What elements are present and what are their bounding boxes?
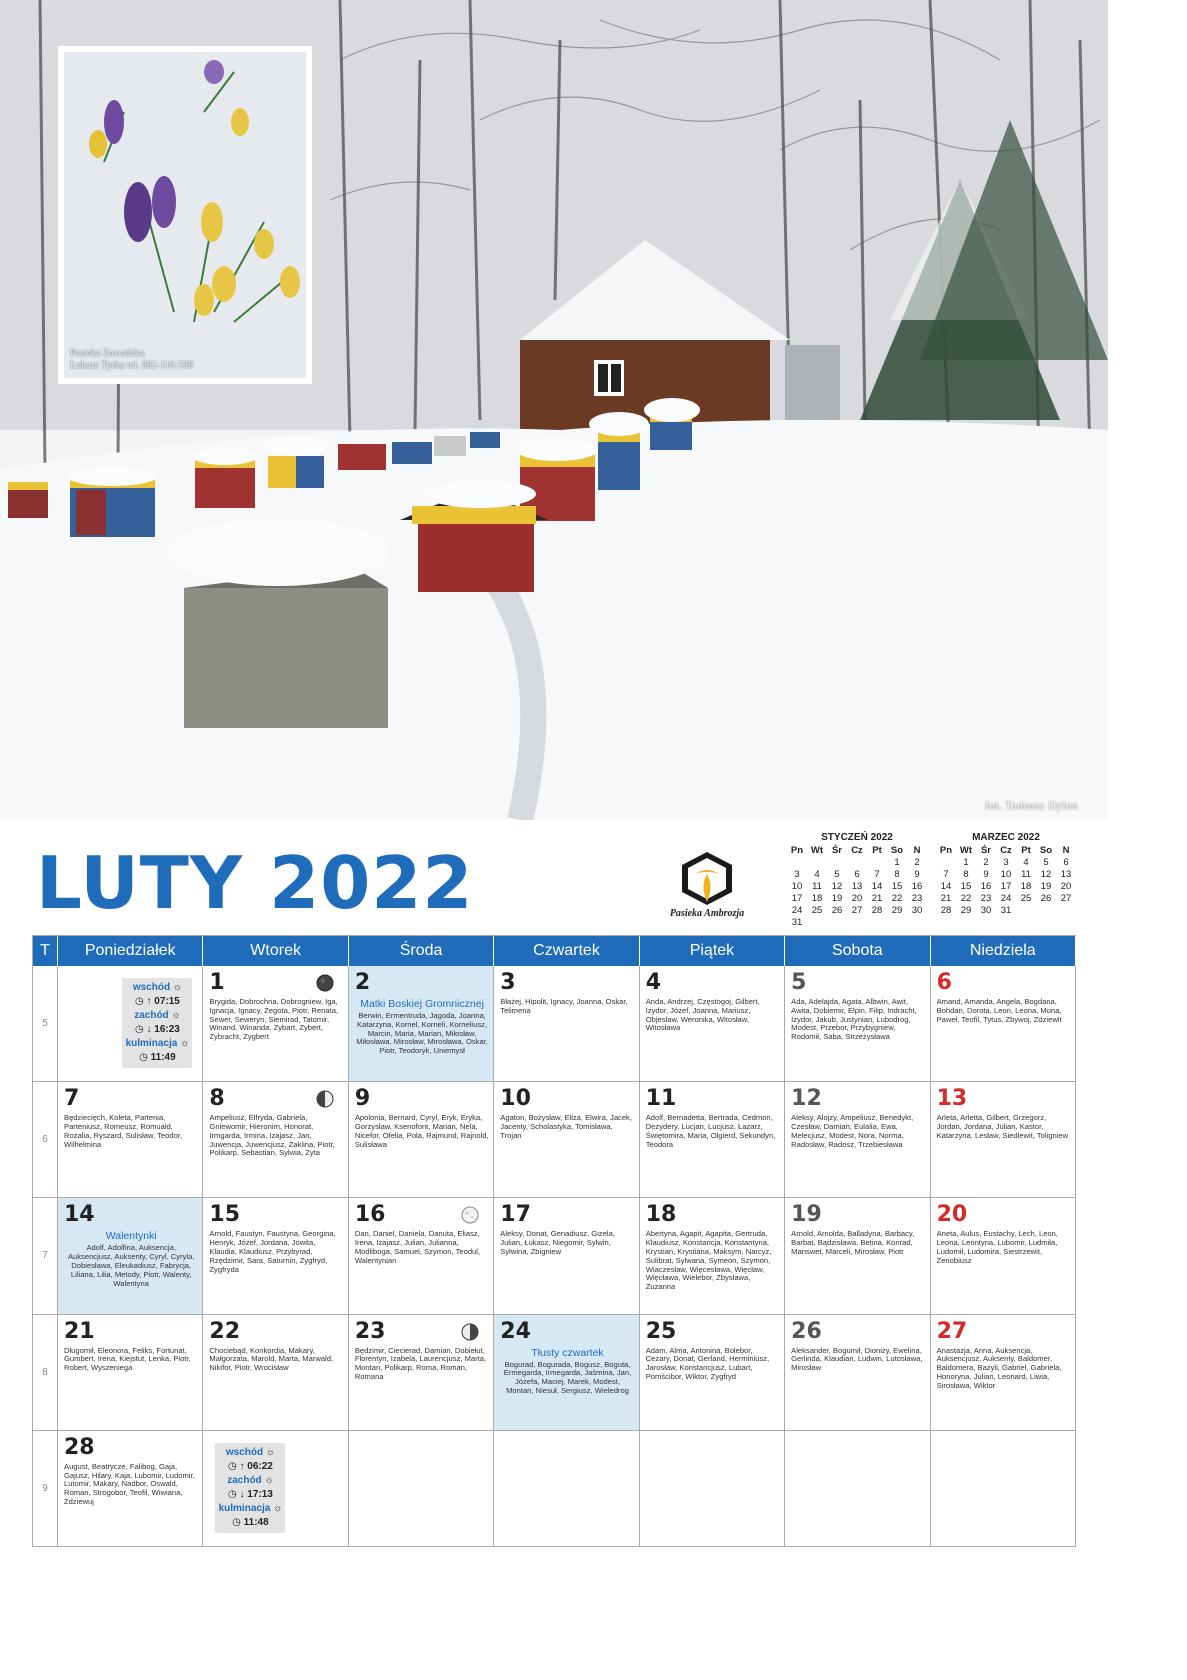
name-days: Chociebąd, Konkordia, Makary, Małgorzata, Marold, Marta, Marwald, Nikifor, Piotr, Wrocisław xyxy=(209,1345,334,1373)
day-number: 20 xyxy=(936,1202,968,1228)
name-days: Apolonia, Bernard, Cyryl, Eryk, Eryka, Gorzysław, Ksenofont, Marian, Nela, Nicefor, Ofelia, Pola, Rajmund, Rajnold, Sulisława xyxy=(354,1113,489,1149)
mini-day: 2 xyxy=(983,857,989,868)
day-cell-empty xyxy=(58,966,203,1082)
name-days: Arnold, Arnolda, Balladyna, Barbacy, Barbat, Bądzisława, Betina, Konrad, Manswet, Marceli, Mirosław, Piotr xyxy=(791,1229,915,1256)
logo xyxy=(662,850,752,925)
day-cell-saturday[interactable] xyxy=(785,1198,930,1314)
holiday-label: Matki Boskiej Gromnicznej xyxy=(360,998,484,1010)
day-number: 21 xyxy=(64,1318,95,1344)
mini-day: 2 xyxy=(914,857,920,868)
mini-day: 7 xyxy=(943,869,949,880)
day-number: 5 xyxy=(791,970,807,995)
day-number: 17 xyxy=(500,1202,531,1228)
day-number: 10 xyxy=(500,1086,531,1112)
mini-day xyxy=(867,857,887,869)
day-number: 28 xyxy=(64,1434,95,1460)
name-days: Ada, Adelajda, Agata, Albwin, Awit, Awita, Dobiemir, Elpin, Filip, Indracht, Izydor, Jakub, Justynian, Lubodrog, Modest, Przebor, Przybygniew, Rodomił, Saba, Strzeżysława xyxy=(791,997,917,1042)
mini-day: 30 xyxy=(980,905,992,916)
day-number: 22 xyxy=(209,1318,241,1344)
mini-day: 9 xyxy=(983,869,989,880)
mini-day: 16 xyxy=(911,881,923,892)
honey-drop-hexagon-icon xyxy=(662,850,752,910)
mini-day: 21 xyxy=(871,893,883,904)
name-days: Będziecięch, Koleta, Partenia, Parteniusz, Romeusz, Romuald, Rozalia, Ryszard, Sulisław, Teodor, Wilhelmina xyxy=(64,1113,183,1149)
weekday-header: Niedziela xyxy=(931,936,1076,966)
name-days: Aleksander, Bogumił, Dionizy, Ewelina, Gerlinda, Klaudian, Ludwin, Lutosława, Mirosław xyxy=(791,1345,923,1373)
mini-day: 28 xyxy=(940,905,952,916)
mini-day: 15 xyxy=(891,881,903,892)
name-days: Dan, Daniel, Daniela, Danuta, Eliasz, Irena, Izajasz, Julian, Julianna, Modliboga, Samuel, Szymon, Teodul, Walentynian xyxy=(354,1229,481,1265)
day-number: 12 xyxy=(791,1086,822,1112)
mini-day: 5 xyxy=(834,869,840,880)
name-days: Amand, Amanda, Angela, Bogdana, Bohdan, Dorota, Leon, Leona, Mona, Paweł, Teofil, Tytus, Zbywoj, Zdziewit xyxy=(936,997,1062,1024)
day-cell[interactable] xyxy=(58,1431,203,1547)
mini-day: 8 xyxy=(894,869,900,880)
day-cell[interactable] xyxy=(349,1198,494,1314)
day-cell[interactable] xyxy=(203,1198,348,1314)
mini-day: 24 xyxy=(1000,893,1012,904)
weekday-header: Poniedziałek xyxy=(58,936,203,966)
name-days: Berwin, Ermentruda, Jagoda, Joanna, Katarzyna, Kornel, Korneli, Korneliusz, Marcin, Maria, Marian, Miłosław, Miłosława, Mirosław, Mirosława, Oskar, Piotr, Teodoryk, Uniemysł xyxy=(356,1011,488,1056)
name-days: Abertyna, Agapit, Agapita, Gertruda, Klaudiusz, Konstancja, Konstantyna, Krystian, Krystiana, Maksym, Narcyz, Sulibrat, Sylwana, Symeon, Szymon, Wiaczesław, Więcesława, Więcław, Więcława, Wielebor, Zbysława, Zuzanna xyxy=(645,1229,772,1292)
weekday-header: Wtorek xyxy=(203,936,348,966)
day-cell-holiday[interactable] xyxy=(349,966,494,1082)
sunset-time: 16:23 xyxy=(154,1024,180,1035)
name-days: Aneta, Aulus, Eustachy, Lech, Leon, Leona, Leontyna, Lubomir, Ludmiła, Ludomił, Ludomira, Siestrzewit, Zenobiusz xyxy=(936,1229,1059,1265)
mini-day xyxy=(936,857,956,869)
first-quarter-moon-icon xyxy=(316,1090,334,1108)
culmination-label: kulminacja xyxy=(125,1038,178,1049)
sun-icon: ☼ xyxy=(265,1446,276,1458)
mini-day: 20 xyxy=(851,893,863,904)
mini-day xyxy=(847,857,867,869)
mini-day: 11 xyxy=(812,881,822,892)
logo-text: Pasieka Ambrozja xyxy=(669,908,745,919)
mini-day: 14 xyxy=(940,881,952,892)
mini-day: 21 xyxy=(940,893,952,904)
day-cell-holiday[interactable] xyxy=(58,1198,203,1314)
weekday-header: Sobota xyxy=(785,936,930,966)
weekday-header: Czwartek xyxy=(494,936,639,966)
name-days: Adolf, Bernadetta, Bertrada, Cedmon, Dezydery, Lucjan, Lucjusz, Łazarz, Świętomira, Maria, Olgierd, Sekundyn, Teodora xyxy=(645,1113,776,1149)
day-cell[interactable] xyxy=(203,1082,348,1198)
name-days: Adolf, Adolfina, Auksencja, Auksencjusz, Auksenty, Cyryl, Cyryla, Dobiesława, Eleukadiusz, Fabrycja, Liliana, Lilia, Metody, Piotr, Walenty, Walentyna xyxy=(67,1243,195,1288)
mini-day: 16 xyxy=(980,881,992,892)
day-cell[interactable] xyxy=(494,1198,639,1314)
mini-day: 12 xyxy=(831,881,843,892)
mini-day: 19 xyxy=(1040,881,1052,892)
mini-day: 31 xyxy=(1000,905,1012,916)
day-number: 16 xyxy=(354,1202,386,1228)
culmination-time: 11:48 xyxy=(243,1516,269,1528)
name-days: Ampeliusz, Elfryda, Gabriela, Gniewomir, Hieronim, Honorat, Irmgarda, Irmina, Izajasz, Jan, Juwencja, Juwencjusz, Żaklina, Piotr, Polikarp, Sebastian, Sylwia, Zyta xyxy=(209,1113,335,1158)
day-number: 26 xyxy=(791,1318,822,1344)
mini-day: 18 xyxy=(811,893,823,904)
sunset-label: zachód xyxy=(134,1010,169,1021)
mini-weekday-header: Pt xyxy=(1021,845,1031,856)
mini-calendar-january xyxy=(787,832,927,929)
name-days: August, Beatrycze, Falibog, Gaja, Gajusz, Hilary, Kaja, Lubomir, Ludomir, Lutomir, Makary, Nadbor, Oswald, Roman, Strogobor, Teofil, Wiwiana, Zdziewuj xyxy=(64,1461,195,1506)
mini-weekday-header: N xyxy=(913,845,921,856)
mini-day: 19 xyxy=(831,893,843,904)
week-number: 5 xyxy=(33,966,58,1082)
name-days: Adam, Alma, Antonina, Bolebor, Cezary, Donat, Gerland, Herminiusz, Jarosław, Konstancjusz, Lubart, Pomścibor, Wiktor, Zygfryd xyxy=(645,1345,770,1381)
mini-day: 31 xyxy=(791,917,803,928)
mini-day: 4 xyxy=(814,869,820,880)
mini-day: 12 xyxy=(1040,869,1052,880)
day-cell-sunday[interactable] xyxy=(931,1198,1076,1314)
mini-day: 10 xyxy=(791,881,803,892)
culmination-time: 11:49 xyxy=(150,1052,176,1063)
day-cell-empty xyxy=(203,1431,348,1547)
day-number: 13 xyxy=(936,1086,968,1112)
holiday-label: Tłusty czwartek xyxy=(531,1346,604,1359)
inset-caption-line2: Łukasz Tyrka tel. 692-116-508 xyxy=(70,360,194,371)
month-grid xyxy=(32,935,1076,1547)
day-cell[interactable] xyxy=(58,1082,203,1198)
photo-credit: fot. Tadeusz Dylon xyxy=(985,800,1078,812)
day-number: 8 xyxy=(209,1086,225,1112)
week-number: 9 xyxy=(33,1431,58,1547)
culmination-label: kulminacja xyxy=(218,1502,271,1514)
clock-icon: ◷ xyxy=(227,1460,237,1472)
day-cell[interactable] xyxy=(640,966,785,1082)
mini-day: 17 xyxy=(791,893,803,904)
mini-weekday-header: Pn xyxy=(790,845,804,856)
mini-day: 22 xyxy=(891,893,903,904)
day-cell[interactable] xyxy=(640,1198,785,1314)
day-cell[interactable] xyxy=(349,1315,494,1431)
name-days: Będzimir, Ciecierad, Damian, Dobiełut, Florentyn, Izabela, Laurencjusz, Marta, Montan, Polikarp, Roma, Roman, Romana xyxy=(354,1345,487,1381)
day-cell-holiday[interactable] xyxy=(494,1315,639,1431)
mini-weekday-header: Cz xyxy=(851,845,863,856)
mini-weekday-header: So xyxy=(890,845,904,856)
mini-day: 29 xyxy=(960,905,972,916)
name-days: Anastazja, Anna, Auksencja, Auksencjusz, Auksenty, Baldomer, Baldomera, Bazyli, Gabriel, Gabriela, Honoryna, Julian, Leonard, Liwia, Sirosława, Wiktor xyxy=(936,1345,1062,1390)
mini-weekday-header: Śr xyxy=(831,845,843,856)
mini-day: 3 xyxy=(794,869,800,880)
day-cell-empty xyxy=(931,1431,1076,1547)
sunrise-time: 07:15 xyxy=(154,996,180,1007)
mini-weekday-header: Pt xyxy=(872,845,882,856)
mini-day: 27 xyxy=(1060,893,1072,904)
mini-day: 8 xyxy=(963,869,969,880)
day-cell-sunday[interactable] xyxy=(931,1082,1076,1198)
week-number-header: T xyxy=(33,936,58,966)
mini-weekday-header: Cz xyxy=(1000,845,1012,856)
name-days: Arnold, Faustyn, Faustyna, Georgina, Henryk, Józef, Jordana, Jowita, Klaudia, Klaudiusz, Przybyrad, Rzędzimir, Sara, Saturnin, Zygfryd, Zygfryda xyxy=(209,1229,336,1274)
mini-day: 1 xyxy=(963,857,969,868)
mini-weekday-header: Pn xyxy=(939,845,953,856)
day-cell[interactable] xyxy=(494,1082,639,1198)
day-number: 14 xyxy=(64,1202,95,1228)
day-cell-empty xyxy=(349,1431,494,1547)
name-days: Bogurad, Bogurada, Bogusz, Boguta, Ermegarda, Irmegarda, Jaśmina, Jan, Józefa, Maciej, Marek, Modest, Montan, Niesuł, Sergiusz, Wieledrog xyxy=(503,1359,632,1395)
day-cell-saturday[interactable] xyxy=(785,966,930,1082)
day-cell-sunday[interactable] xyxy=(931,966,1076,1082)
name-days: Agaton, Bożysław, Eliza, Elwira, Jacek, Jacenty, Scholastyka, Tomisława, Trojan xyxy=(500,1113,632,1140)
mini-day: 5 xyxy=(1043,857,1049,868)
day-number: 23 xyxy=(354,1318,386,1344)
sunrise-time: 06:22 xyxy=(247,1460,273,1472)
day-cell[interactable] xyxy=(349,1082,494,1198)
mini-day xyxy=(787,857,807,869)
day-cell-empty xyxy=(640,1431,785,1547)
sun-icon: ☼ xyxy=(273,1502,283,1514)
day-number: 1 xyxy=(209,970,225,995)
mini-calendar-title: STYCZEŃ 2022 xyxy=(821,832,893,843)
clock-icon: ◷ xyxy=(134,1024,144,1035)
holiday-label: Walentynki xyxy=(105,1230,157,1243)
sun-times-box: wschód ☼ ◷ ↑ 07:15 zachód ☼ ◷ ↓ 16:23 kulminacja ☼ ◷ 11:49 xyxy=(122,978,192,1068)
sun-times-box: wschód ☼ ◷ ↑ 06:22 zachód ☼ ◷ ↓ 17:13 kulminacja ☼ ◷ 11:48 xyxy=(215,1443,285,1533)
clock-icon: ◷ xyxy=(232,1516,241,1528)
mini-day: 6 xyxy=(1063,857,1069,868)
name-days: Brygida, Dobrochna, Dobrogniew, Iga, Ignacja, Ignacy, Żegota, Piotr, Renata, Sewer, Seweryn, Siemirad, Tatomir, Winand, Winanda, Zybart, Zybert, Zybracht, Zygbert xyxy=(209,997,339,1042)
mini-calendar-march xyxy=(936,832,1076,917)
new-moon-icon xyxy=(316,974,334,992)
day-number: 19 xyxy=(791,1202,822,1228)
mini-day: 29 xyxy=(891,905,903,916)
clock-icon: ◷ xyxy=(227,1488,237,1500)
mini-day: 24 xyxy=(791,905,803,916)
name-days: Aleksy, Alojzy, Ampeliusz, Benedykt, Czesław, Damian, Eulalia, Ewa, Melecjusz, Modest, Nora, Norma, Radosław, Radosz, Trzebiesława xyxy=(791,1113,914,1149)
full-moon-icon xyxy=(461,1206,479,1224)
day-cell[interactable] xyxy=(203,1315,348,1431)
inset-photo xyxy=(58,46,312,384)
name-days: Aleksy, Donat, Genadiusz, Gizela, Julian, Łukasz, Niegomir, Sylwin, Sylwina, Zbigniew xyxy=(500,1229,615,1256)
mini-day: 3 xyxy=(1003,857,1009,868)
mini-day xyxy=(807,857,827,869)
name-days: Długomił, Eleonora, Feliks, Fortunat, Gumbert, Irena, Kiejstut, Lenka, Piotr, Robert, Wyszeniega xyxy=(64,1345,191,1373)
name-days: Arleta, Arletta, Gilbert, Grzegorz, Jordan, Jordana, Julian, Kastor, Katarzyna, Lesław, Siedlewit, Toligniew xyxy=(936,1113,1069,1140)
mini-day: 22 xyxy=(960,893,972,904)
mini-weekday-header: N xyxy=(1062,845,1070,856)
week-number: 7 xyxy=(33,1198,58,1314)
mini-day: 25 xyxy=(811,905,823,916)
sunrise-label: wschód xyxy=(132,982,171,993)
mini-day: 30 xyxy=(911,905,923,916)
day-number: 4 xyxy=(645,970,662,995)
last-quarter-moon-icon xyxy=(461,1323,479,1341)
mini-day: 13 xyxy=(851,881,863,892)
day-number: 7 xyxy=(64,1086,80,1112)
day-cell[interactable] xyxy=(203,966,348,1082)
mini-day: 25 xyxy=(1020,893,1032,904)
mini-day: 23 xyxy=(980,893,992,904)
day-number: 27 xyxy=(936,1318,968,1344)
mini-day: 17 xyxy=(1000,881,1012,892)
month-title: LUTY 2022 xyxy=(36,841,474,925)
mini-day: 11 xyxy=(1021,869,1031,880)
mini-weekday-header: Śr xyxy=(980,845,992,856)
sun-icon: ☼ xyxy=(172,982,183,993)
weekday-header: Piątek xyxy=(640,936,785,966)
crocus-image xyxy=(64,52,306,378)
mini-day: 4 xyxy=(1023,857,1029,868)
day-cell-saturday[interactable] xyxy=(785,1315,930,1431)
day-cell[interactable] xyxy=(494,966,639,1082)
mini-day: 27 xyxy=(851,905,863,916)
mini-weekday-header: Wt xyxy=(959,845,973,856)
mini-day: 7 xyxy=(874,869,880,880)
clock-icon: ◷ xyxy=(139,1052,148,1063)
day-cell[interactable] xyxy=(58,1315,203,1431)
sun-icon: ☼ xyxy=(264,1474,274,1486)
mini-calendar-grid xyxy=(787,845,927,929)
day-cell-empty xyxy=(785,1431,930,1547)
day-cell-saturday[interactable] xyxy=(785,1082,930,1198)
weekday-header: Środa xyxy=(349,936,494,966)
day-number: 18 xyxy=(645,1202,677,1228)
mini-day: 26 xyxy=(831,905,843,916)
name-days: Błażej, Hipolit, Ignacy, Joanna, Oskar, Telimena xyxy=(500,997,628,1015)
sunset-time: 17:13 xyxy=(247,1488,273,1500)
mini-calendar-grid xyxy=(936,845,1076,917)
day-number: 3 xyxy=(500,970,516,995)
mini-day: 23 xyxy=(911,893,923,904)
mini-day: 18 xyxy=(1020,881,1032,892)
mini-day: 28 xyxy=(871,905,883,916)
mini-day: 15 xyxy=(960,881,972,892)
mini-weekday-header: Wt xyxy=(810,845,824,856)
day-number: 2 xyxy=(354,970,371,995)
mini-day: 20 xyxy=(1060,881,1072,892)
mini-calendar-title: MARZEC 2022 xyxy=(972,832,1040,843)
mini-weekday-header: So xyxy=(1039,845,1053,856)
mini-day xyxy=(827,857,847,869)
day-cell-empty xyxy=(494,1431,639,1547)
mini-day: 6 xyxy=(854,869,860,880)
mini-day: 9 xyxy=(914,869,920,880)
sun-icon: ☼ xyxy=(180,1038,190,1049)
sun-icon: ☼ xyxy=(171,1010,181,1021)
day-cell[interactable] xyxy=(640,1315,785,1431)
day-number: 24 xyxy=(500,1318,531,1344)
mini-day: 13 xyxy=(1060,869,1072,880)
sunset-label: zachód xyxy=(227,1474,262,1486)
sunrise-label: wschód xyxy=(225,1446,264,1458)
day-number: 25 xyxy=(645,1318,677,1344)
day-cell[interactable] xyxy=(640,1082,785,1198)
cover-photo xyxy=(0,0,1108,820)
week-number: 6 xyxy=(33,1082,58,1198)
name-days: Anda, Andrzej, Częstogoj, Gilbert, Izydor, Józef, Joanna, Mariusz, Objesław, Weronika, Witosław, Witosława xyxy=(645,997,760,1033)
day-number: 11 xyxy=(645,1086,677,1112)
day-number: 6 xyxy=(936,970,952,995)
inset-caption-line1: Pasieka Zawadzka xyxy=(70,348,145,359)
day-cell-sunday[interactable] xyxy=(931,1315,1076,1431)
mini-day: 1 xyxy=(894,857,900,868)
week-number: 8 xyxy=(33,1315,58,1431)
mini-day: 10 xyxy=(1000,869,1012,880)
mini-day: 14 xyxy=(871,881,883,892)
day-number: 9 xyxy=(354,1086,371,1112)
mini-day: 26 xyxy=(1040,893,1052,904)
clock-icon: ◷ xyxy=(134,996,144,1007)
day-number: 15 xyxy=(209,1202,241,1228)
